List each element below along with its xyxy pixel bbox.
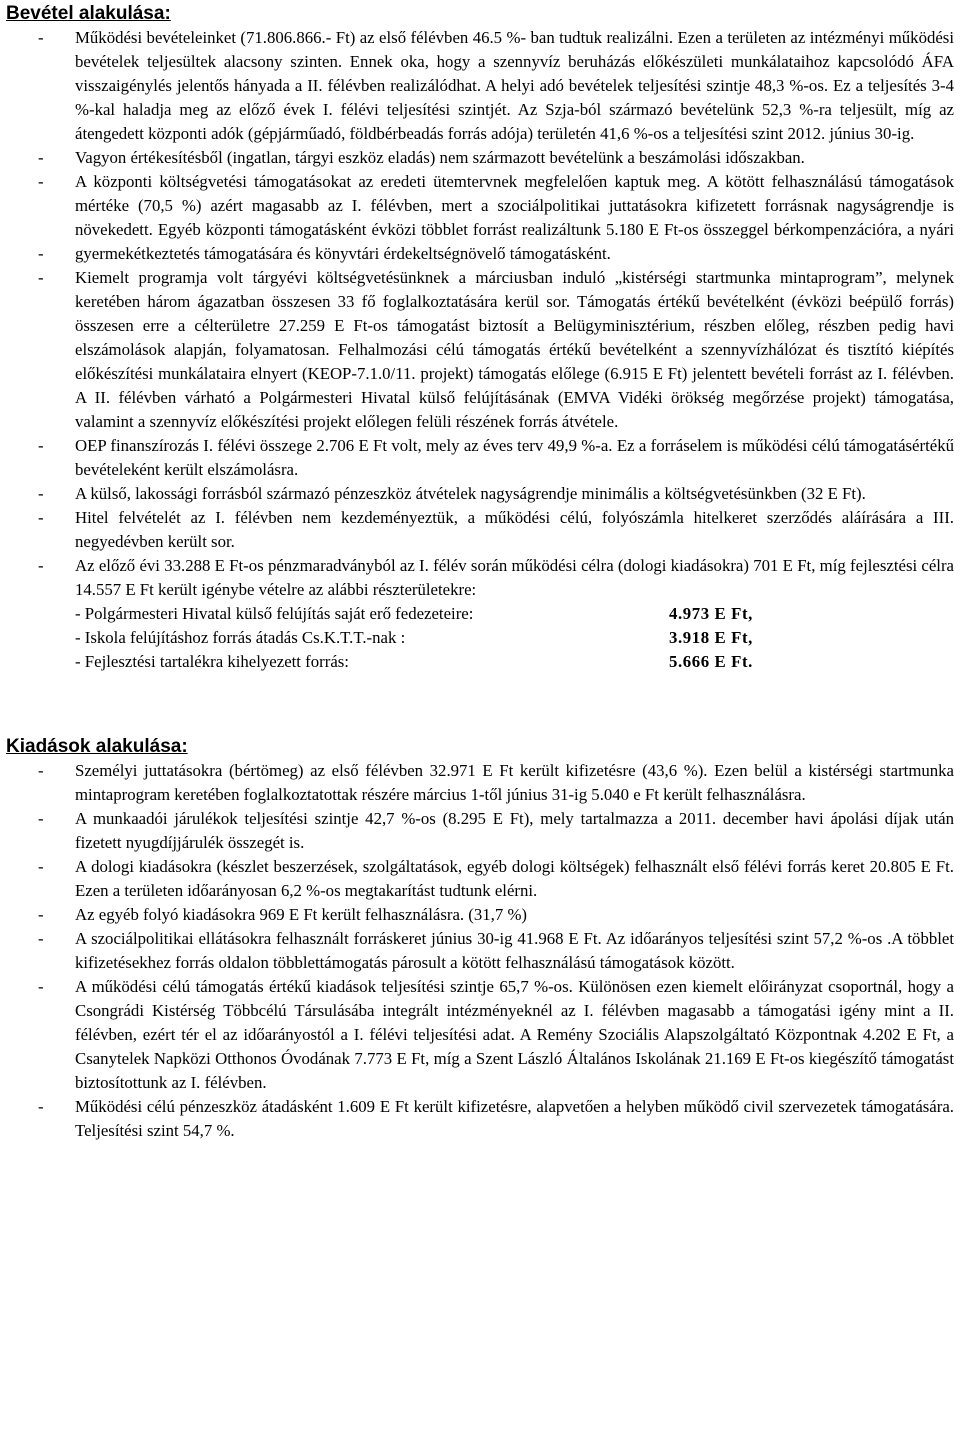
list-dash: - [38,436,44,455]
list-dash: - [38,244,44,263]
allocation-list [6,602,954,674]
list-dash: - [38,268,44,287]
expense-item-cash-transfers [6,1095,954,1143]
income-section-heading: Bevétel alakulása: [6,3,171,24]
list-dash: - [38,172,44,191]
list-dash: - [38,508,44,527]
allocation-label: - Iskola felújításhoz forrás átadás Cs.K.T.T.-nak : [75,628,406,647]
expense-item-employer-contributions [6,807,954,855]
allocation-row [75,650,956,674]
list-dash: - [38,761,44,780]
income-item-text: A központi költségvetési támogatásokat az eredeti ütemtervnek megfelelően kaptuk meg. A kötött felhasználású támogatások mértéke (70,5 %) azért magasabb az I. félévben, mert a szociálpolitikai juttatásokra kifizetett forrásnak nagyságrendje is növekedett. Egyéb központi támogatásként évközi többlet forrást realizáltunk 5.180 E Ft-os összeggel bérkompenzációra, a nyári gyermekétkeztetés támogatására és könyvtári érdekeltségnövelő támogatásként. [75,172,954,263]
allocation-value: 3.918 E Ft, [669,628,753,647]
income-item-text: A külső, lakossági forrásból származó pénzeszköz átvételek nagyságrendje minimális a költségvetésünkben (32 E Ft). [75,484,866,503]
allocation-row [75,626,956,650]
allocation-row [75,602,956,626]
income-item-text: Vagyon értékesítésből (ingatlan, tárgyi eszköz eladás) nem származott bevételünk a beszámolási időszakban. [75,148,805,167]
list-dash: - [38,484,44,503]
list-dash: - [38,977,44,996]
list-dash: - [38,556,44,575]
expense-item-text: A működési célú támogatás értékű kiadások teljesítési szintje 65,7 %-os. Különösen ezen kiemelt előirányzat csoportnál, hogy a Csongrádi Kistérség Többcélú Társulásába integrált intézményeknél az I. félévben magasabb a támogatási igény mint a II. félévben, ezért tér el az időarányostól a I. félévi teljesítési adat. A Remény Szociális Alapszolgáltató Központnak 4.202 E Ft, a Csanytelek Napközi Otthonos Óvodának 7.773 E Ft, míg a Szent László Általános Iskolának 21.169 E Ft-os kiegészítő támogatást biztosítottunk az I. félévben. [75,977,954,1092]
expense-item-text: A dologi kiadásokra (készlet beszerzések, szolgáltatások, egyéb dologi költségek) felhasznált első félévi forrás keret 20.805 E Ft. Ezen a területen időarányosan 6,2 %-os megtakarítást tudtunk elérni. [75,857,954,900]
income-item-asset-sales [6,146,954,170]
list-dash: - [38,148,44,167]
list-dash: - [38,857,44,876]
list-dash: - [38,905,44,924]
expense-item-personnel [6,759,954,807]
allocation-value: 4.973 E Ft, [669,604,753,623]
expense-item-text: Működési célú pénzeszköz átadásként 1.609 E Ft került kifizetésre, alapvetően a helyben működő civil szervezetek támogatására. Teljesítési szint 54,7 %. [75,1097,954,1140]
expense-item-other-current [6,903,954,927]
income-item-operating-revenue [6,26,954,146]
expense-section-heading: Kiadások alakulása: [6,736,188,757]
income-item-central-grants [6,170,954,266]
expense-item-text: A munkaadói járulékok teljesítési szintje 42,7 %-os (8.295 E Ft), mely tartalmazza a 2011. december havi ápolási díjak után fizetett nyugdíjjárulék összegét is. [75,809,954,852]
income-list [6,26,954,602]
expense-item-social-benefits [6,927,954,975]
expense-list [6,759,954,1143]
income-item-text: OEP finanszírozás I. félévi összege 2.706 E Ft volt, mely az éves terv 49,9 %-a. Ez a forráselem is működési célú támogatásértékű bevételeként került elszámolásra. [75,436,954,479]
expense-item-text: A szociálpolitikai ellátásokra felhasznált forráskeret június 30-ig 41.968 E Ft. Az időarányos teljesítési szint 57,2 %-os .A többlet kifizetésekhez forrás oldalon többlettámogatás párosult a kötött felhasználású támogatások között. [75,929,954,972]
expense-item-operating-grants [6,975,954,1095]
income-item-text: Működési bevételeinket (71.806.866.- Ft) az első félévben 46.5 %- ban tudtuk realizálni. Ezen a területen az intézményi működési bevételek teljesültek alacsony szinten. Ennek oka, hogy a szennyvíz beruházás előkészületi munkálataihoz kapcsolódó ÁFA visszaigénylés jelentős hányada a II. félévben realizálódhat. A helyi adó bevételek teljesítési szintje 48,3 %-os. Ez a teljesítés 3-4 %-kal haladja meg az előző évek I. félévi teljesítési szintjét. Az Szja-ból származó bevételünk 52,3 %-ra teljesült, míg az átengedett központi adók (gépjárműadó, földbérbeadás forrás adója) területén 41,6 %-os a teljesítési szint 2012. június 30-ig. [75,28,954,143]
income-item-previous-year-residual [6,554,954,602]
income-item-oep-financing [6,434,954,482]
allocation-label: - Polgármesteri Hivatal külső felújítás saját erő fedezeteire: [75,604,474,623]
income-item-external-transfers [6,482,954,506]
allocation-label: - Fejlesztési tartalékra kihelyezett forrás: [75,652,349,671]
income-item-startmunka-program [6,266,954,434]
income-item-credit [6,506,954,554]
expense-item-text: Az egyéb folyó kiadásokra 969 E Ft került felhasználásra. (31,7 %) [75,905,528,924]
income-item-text: Kiemelt programja volt tárgyévi költségvetésünknek a márciusban induló „kistérségi startmunka mintaprogram”, melynek keretében három ágazatban összesen 33 fő foglalkoztatására kerül sor. Támogatás értékű bevételként (évközi beépülő forrás) összesen erre a célterületre 27.259 E Ft-os támogatást biztosít a Belügyminisztérium, részben előleg, részben pedig havi elszámolások alapján, folyamatosan. Felhalmozási célú támogatás értékű bevételként a szennyvízhálózat és tisztító kiépítés előkészítési munkálataira elnyert (KEOP-7.1.0/11. projekt) támogatás előlege (6.915 E Ft) jelentett bevételi forrást az I. félévben. A II. félévben várható a Polgármesteri Hivatal külső felújításának (EMVA Vidéki örökség megőrzése projekt) támogatása, valamint a szennyvíz előkészítési projekt előlegen felüli részének forrás átvétele. [75,268,954,431]
income-item-text: Hitel felvételét az I. félévben nem kezdeményeztük, a működési célú, folyószámla hitelkeret szerződés aláírására a III. negyedévben került sor. [75,508,954,551]
allocation-value: 5.666 E Ft. [669,652,753,671]
list-dash: - [38,1097,44,1116]
income-item-text: Az előző évi 33.288 E Ft-os pénzmaradványból az I. félév során működési célra (dologi kiadásokra) 701 E Ft, míg fejlesztési célra 14.557 E Ft került igénybe vételre az alábbi részterületekre: [75,556,954,599]
list-dash: - [38,929,44,948]
expense-item-text: Személyi juttatásokra (bértömeg) az első félévben 32.971 E Ft került kifizetésre (43,6 %). Ezen belül a kistérségi startmunka mintaprogram keretében foglalkoztatottak részére március 1-től június 31-ig 5.040 e Ft került felhasználásra. [75,761,954,804]
list-dash: - [38,28,44,47]
expense-item-material-costs [6,855,954,903]
list-dash: - [38,809,44,828]
